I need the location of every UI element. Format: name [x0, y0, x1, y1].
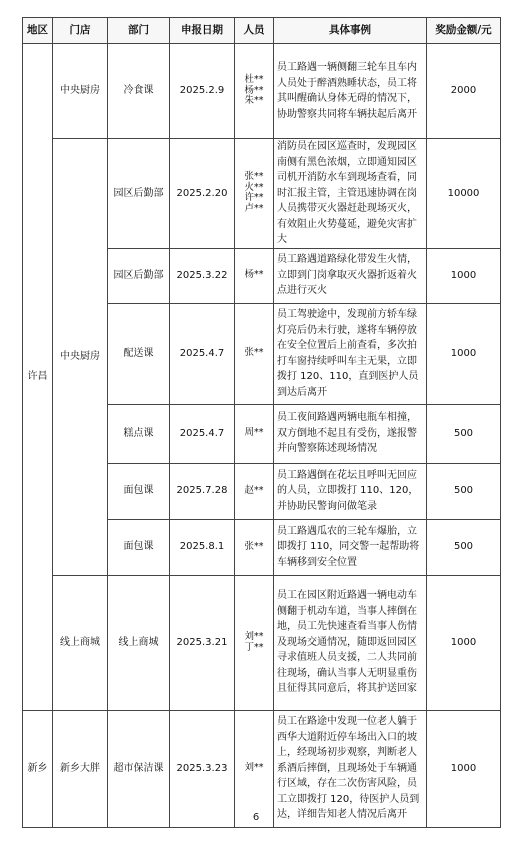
- region-cell: 许昌: [23, 44, 53, 711]
- date-cell: 2025.2.9: [170, 44, 235, 139]
- table-row: [23, 139, 501, 249]
- person-name: 赵**: [244, 484, 264, 496]
- person-name: 杨**: [244, 269, 264, 281]
- description-cell: 员工驾驶途中，发现前方轿车绿灯亮后仍未行驶，遂将车辆停放在安全位置后上前查看，多次拍打车窗持续呼叫车主无果，立即拨打 120、110，直到医护人员到达后离开: [274, 303, 427, 404]
- description-cell: 消防员在园区巡查时，发现园区南侧有黑色浓烟，立即通知园区司机开消防水车到现场查看，同时汇报主管，主管迅速协调在岗人员携带灭火器赶赴现场灭火，有效阻止火势蔓延，避免灾害扩大: [274, 139, 427, 249]
- personnel-cell: [235, 519, 274, 575]
- date-cell: 2025.4.7: [170, 404, 235, 463]
- amount-cell: 1000: [427, 248, 501, 303]
- table-row: [23, 710, 501, 827]
- date-cell: 2025.3.22: [170, 248, 235, 303]
- description-cell: 员工路遇倒在花坛且呼叫无回应的人员，立即拨打 110、120，并协助民警询问做笔录: [274, 463, 427, 519]
- header-department: 部门: [108, 18, 170, 44]
- department-cell: 糕点课: [108, 404, 170, 463]
- header-region: 地区: [23, 18, 53, 44]
- person-name: 张**: [244, 347, 264, 359]
- table-row: [23, 44, 501, 139]
- personnel-cell: [235, 44, 274, 139]
- date-cell: 2025.8.1: [170, 519, 235, 575]
- person-name: 刘**: [244, 762, 264, 774]
- person-name: 卢**: [244, 202, 264, 214]
- department-cell: 冷食课: [108, 44, 170, 139]
- header-date: 申报日期: [170, 18, 235, 44]
- person-name: 刘**: [244, 631, 264, 642]
- award-table: [22, 17, 501, 828]
- person-name: 张**: [244, 540, 264, 552]
- personnel-cell: [235, 303, 274, 404]
- region-cell: 新乡: [23, 710, 53, 827]
- person-name: 火**: [244, 181, 264, 193]
- amount-cell: 1000: [427, 575, 501, 710]
- amount-cell: 500: [427, 404, 501, 463]
- description-cell: 员工在路途中发现一位老人躺于西华大道附近停车场出入口的坡上，经现场初步观察，判断老人系酒后摔倒，且现场处于车辆通行区域，存在二次伤害风险，员工立即拨打 120，待医护人员到达，详细告知老人情况后离开: [274, 710, 427, 827]
- date-cell: 2025.4.7: [170, 303, 235, 404]
- department-cell: 配送课: [108, 303, 170, 404]
- department-cell: 超市保洁课: [108, 710, 170, 827]
- store-cell: 中央厨房: [53, 44, 108, 139]
- store-cell: 中央厨房: [53, 139, 108, 576]
- department-cell: 线上商城: [108, 575, 170, 710]
- person-name: 杜**: [244, 74, 264, 86]
- department-cell: 面包课: [108, 463, 170, 519]
- description-cell: 员工夜间路遇两辆电瓶车相撞，双方倒地不起且有受伤，遂报警并向警察陈述现场情况: [274, 404, 427, 463]
- person-name: 丁**: [244, 641, 264, 653]
- personnel-cell: [235, 575, 274, 710]
- personnel-cell: [235, 404, 274, 463]
- header-personnel: 人员: [235, 18, 274, 44]
- personnel-cell: [235, 139, 274, 249]
- person-name: 杨**: [244, 84, 264, 96]
- department-cell: 园区后勤部: [108, 139, 170, 249]
- amount-cell: 500: [427, 519, 501, 575]
- header-amount: 奖励金额/元: [427, 18, 501, 44]
- person-name: 朱**: [244, 95, 264, 107]
- amount-cell: 2000: [427, 44, 501, 139]
- date-cell: 2025.2.20: [170, 139, 235, 249]
- table-row: [23, 575, 501, 710]
- personnel-cell: [235, 710, 274, 827]
- person-name: 周**: [244, 427, 264, 439]
- page-number: 6: [252, 812, 260, 823]
- header-description: 具体事例: [274, 18, 427, 44]
- amount-cell: 500: [427, 463, 501, 519]
- personnel-cell: [235, 463, 274, 519]
- amount-cell: 1000: [427, 710, 501, 827]
- date-cell: 2025.3.23: [170, 710, 235, 827]
- description-cell: 员工在园区附近路遇一辆电动车侧翻于机动车道，当事人摔倒在地，员工先快速查看当事人伤情及现场交通情况，随即返回园区寻求值班人员支援，二人共同前往现场，确认当事人无明显重伤且征得其同意后，将其护送回家: [274, 575, 427, 710]
- header-store: 门店: [53, 18, 108, 44]
- department-cell: 面包课: [108, 519, 170, 575]
- amount-cell: 10000: [427, 139, 501, 249]
- store-cell: 线上商城: [53, 575, 108, 710]
- date-cell: 2025.7.28: [170, 463, 235, 519]
- description-cell: 员工路遇道路绿化带发生火情，立即到门岗拿取灭火器折返着火点进行灭火: [274, 248, 427, 303]
- date-cell: 2025.3.21: [170, 575, 235, 710]
- department-cell: 园区后勤部: [108, 248, 170, 303]
- person-name: 许**: [244, 192, 264, 204]
- store-cell: 新乡大胖: [53, 710, 108, 827]
- personnel-cell: [235, 248, 274, 303]
- table-header-row: [23, 18, 501, 44]
- person-name: 张**: [244, 171, 264, 183]
- amount-cell: 1000: [427, 303, 501, 404]
- description-cell: 员工路遇一辆侧翻三轮车且车内人员处于醉酒熟睡状态，员工将其叫醒确认身体无碍的情况下，协助警察共同将车辆扶起后离开: [274, 44, 427, 139]
- description-cell: 员工路遇瓜农的三轮车爆胎，立即拨打 110，同交警一起帮助将车辆移到安全位置: [274, 519, 427, 575]
